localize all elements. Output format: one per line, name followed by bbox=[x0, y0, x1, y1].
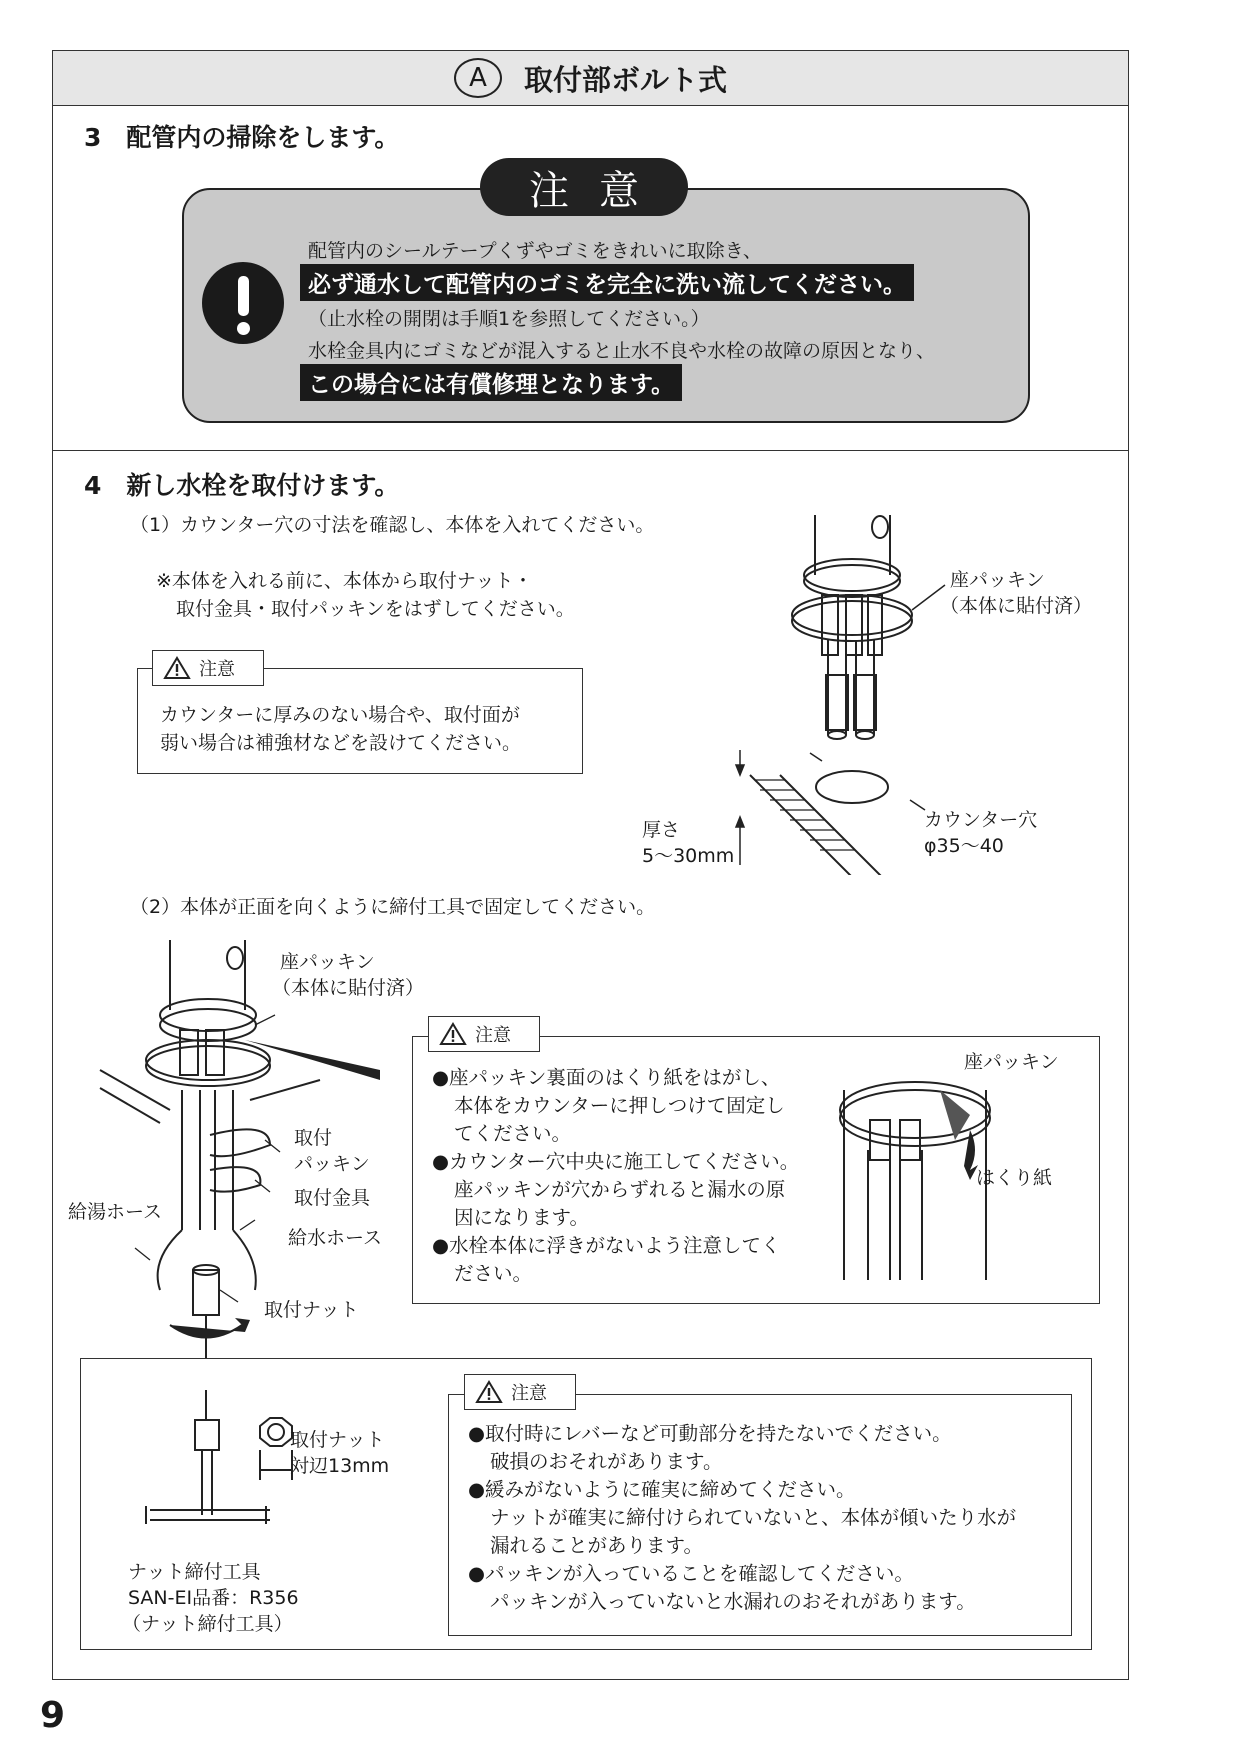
fig1-counter-hole-size: φ35〜40 bbox=[924, 835, 1004, 857]
step3-heading bbox=[84, 118, 399, 154]
step3-line-3: （止水栓の開閉は手順1を参照してください。） bbox=[308, 308, 710, 330]
step3-line-4: 水栓金具内にゴミなどが混入すると止水不良や水栓の故障の原因となり、 bbox=[308, 340, 936, 362]
release-paper-diagram bbox=[830, 1070, 1000, 1290]
caution1-label-text: 注意 bbox=[199, 659, 235, 680]
step4-title: 新し水栓を取付けます。 bbox=[126, 471, 400, 500]
caution2-line7: ●水栓本体に浮きがないよう注意してく bbox=[432, 1234, 781, 1257]
caution2-line3: てください。 bbox=[454, 1122, 572, 1145]
caution3-line5: 漏れることがあります。 bbox=[490, 1534, 703, 1557]
section-letter-badge: A bbox=[454, 58, 502, 98]
step4-number: 4 bbox=[84, 471, 102, 500]
tool-nut-label: 取付ナット bbox=[290, 1429, 385, 1451]
tool-nut-size: 対辺13mm bbox=[290, 1455, 390, 1477]
section-title: 取付部ボルト式 bbox=[523, 62, 727, 97]
step4-sub1: （1）カウンター穴の寸法を確認し、本体を入れてください。 bbox=[130, 514, 655, 536]
tool-part-number: SAN-EI品番：R356 bbox=[128, 1587, 299, 1609]
step4-note1-line2: 取付金具・取付パッキンをはずしてください。 bbox=[176, 598, 575, 620]
step3-line-2-highlight: 必ず通水して配管内のゴミを完全に洗い流してください。 bbox=[300, 264, 914, 301]
tool-name-note: （ナット締付工具） bbox=[122, 1613, 293, 1635]
caution3-line3: ●緩みがないように確実に締めてください。 bbox=[468, 1478, 856, 1501]
fig2-hot-hose-label: 給湯ホース bbox=[68, 1201, 163, 1223]
page-number: 9 bbox=[40, 1695, 66, 1736]
caution3-label bbox=[464, 1374, 576, 1410]
caution2-label bbox=[428, 1016, 540, 1052]
caution2-line4: ●カウンター穴中央に施工してください。 bbox=[432, 1150, 800, 1173]
step3-title: 配管内の掃除をします。 bbox=[126, 123, 400, 152]
step4-heading bbox=[84, 466, 399, 502]
caution3-line1: ●取付時にレバーなど可動部分を持たないでください。 bbox=[468, 1422, 952, 1445]
exclamation-icon bbox=[202, 262, 284, 344]
caution2-line2: 本体をカウンターに押しつけて固定し bbox=[454, 1094, 785, 1117]
caution2-line8: ださい。 bbox=[454, 1262, 533, 1285]
fig2-cold-hose-label: 給水ホース bbox=[288, 1227, 383, 1249]
fig2-mount-nut-label: 取付ナット bbox=[264, 1299, 359, 1321]
caution2-line6: 因になります。 bbox=[454, 1206, 589, 1229]
step4-sub2: （2）本体が正面を向くように締付工具で固定してください。 bbox=[130, 896, 656, 918]
caution3-line4: ナットが確実に締付けられていないと、本体が傾いたり水が bbox=[490, 1506, 1017, 1529]
fig3-seat-packing-label: 座パッキン bbox=[964, 1051, 1059, 1073]
tool-name: ナット締付工具 bbox=[128, 1561, 261, 1583]
step3-line-1: 配管内のシールテープくずやゴミをきれいに取除き、 bbox=[308, 240, 762, 262]
section-header bbox=[52, 50, 1129, 106]
caution3-line6: ●パッキンが入っていることを確認してください。 bbox=[468, 1562, 914, 1585]
fig1-thickness-label: 厚さ bbox=[642, 819, 681, 841]
fig1-seat-packing-note: （本体に貼付済） bbox=[940, 595, 1093, 617]
fig1-counter-hole-label: カウンター穴 bbox=[924, 809, 1038, 831]
fig2-seat-packing-label: 座パッキン bbox=[280, 951, 375, 973]
step3-caution-pill: 注意 bbox=[480, 158, 688, 216]
fig2-mount-bracket-label: 取付金具 bbox=[294, 1187, 371, 1209]
caution1-line1: カウンターに厚みのない場合や、取付面が bbox=[160, 704, 520, 726]
fig2-mount-packing-label-1: 取付 bbox=[294, 1127, 333, 1149]
caution2-line1: ●座パッキン裏面のはくり紙をはがし、 bbox=[432, 1066, 781, 1089]
caution1-label bbox=[152, 650, 264, 686]
fig1-seat-packing-label: 座パッキン bbox=[950, 569, 1045, 591]
caution3-label-text: 注意 bbox=[511, 1383, 547, 1404]
fig3-release-paper-label: はくり紙 bbox=[976, 1167, 1053, 1189]
warning-icon bbox=[439, 1022, 467, 1046]
faucet-insert-diagram bbox=[700, 505, 1120, 875]
caution2-label-text: 注意 bbox=[475, 1025, 511, 1046]
fig1-thickness-range: 5〜30mm bbox=[642, 845, 735, 867]
warning-icon bbox=[163, 656, 191, 680]
step4-note1-line1: ※本体を入れる前に、本体から取付ナット・ bbox=[156, 570, 533, 592]
caution3-line2: 破損のおそれがあります。 bbox=[490, 1450, 723, 1473]
caution1-line2: 弱い場合は補強材などを設けてください。 bbox=[160, 732, 522, 754]
caution3-line7: パッキンが入っていないと水漏れのおそれがあります。 bbox=[490, 1590, 976, 1613]
step3-number: 3 bbox=[84, 123, 102, 152]
section-divider bbox=[52, 450, 1129, 451]
step3-line-5-highlight: この場合には有償修理となります。 bbox=[300, 364, 682, 401]
fig2-mount-packing-label-2: パッキン bbox=[294, 1153, 370, 1175]
warning-icon bbox=[475, 1380, 503, 1404]
fig2-seat-packing-note: （本体に貼付済） bbox=[272, 977, 425, 999]
caution2-line5: 座パッキンが穴からずれると漏水の原 bbox=[454, 1178, 786, 1201]
